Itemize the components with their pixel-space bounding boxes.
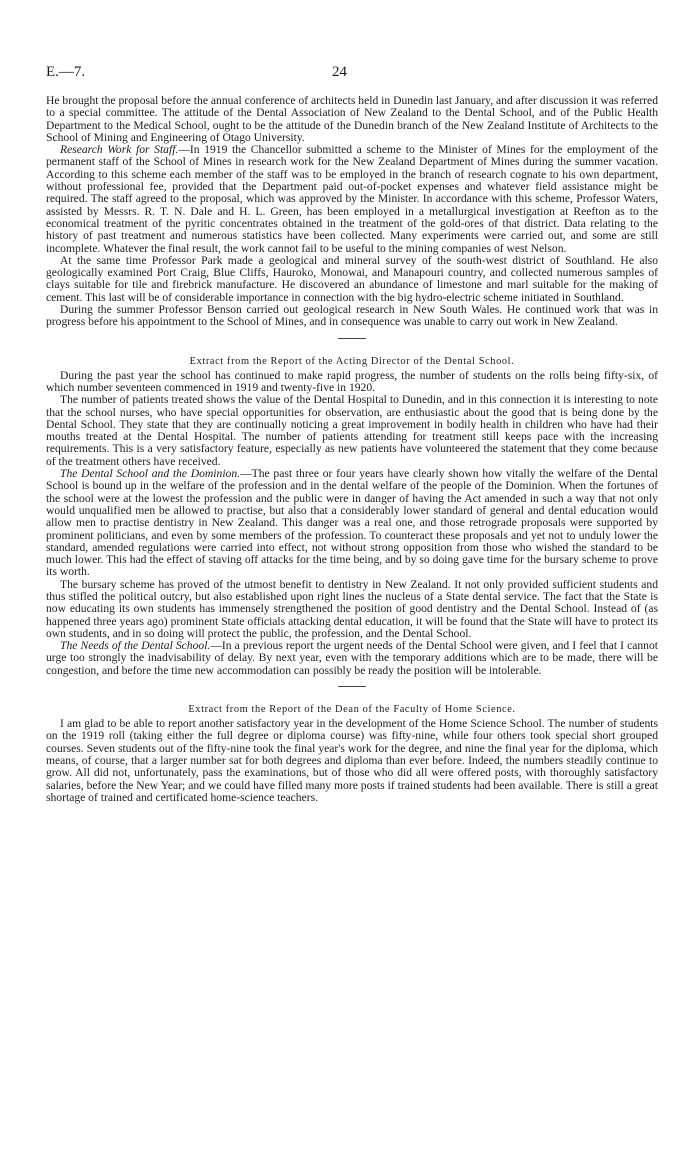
document-reference: E.—7. [46, 64, 86, 80]
paragraph: Research Work for Staff.—In 1919 the Chancellor submitted a scheme to the Minister of Mines for the employment of the permanent staff of the School of Mines in research work for the New Zealand Department of Mines during the summer vacation. According to this scheme each member of the staff was to be employed in the branch of research cognate to his own department, without professional fee, provided that the Department paid out-of-pocket expenses and whatever field assistance might be required. The staff agreed to the proposal, which was approved by the Minister. In accordance with this scheme, Professor Waters, assisted by Messrs. R. T. N. Dale and H. L. Green, has been employed in a metallurgical investigation at Reefton as to the economical treatment of the pyritic concentrates obtained in the treatment of the gold-ores of that district. Data relating to the history of past treatment and numerous statistics have been collected. Many experiments were carried out, and some are still incomplete. Whatever the final result, the work cannot fail to be useful to the mining companies of west Nelson. [46, 143, 659, 255]
section-school-of-mines [46, 95, 658, 329]
paragraph-heading: The Needs of the Dental School. [60, 639, 211, 653]
paragraph: The Dental School and the Dominion.—The past three or four years have clearly shown how vitally the welfare of the Dental School is bound up in the welfare of the profession and in the dental welfare of the people of the Dominion. When the fortunes of the school were at the lowest the profession and the public were in danger of having the Act amended in such a way that not only would unqualified men be allowed to practise, but also that a considerably lower standard of general and dental education would allow men to practise dentistry in New Zealand. This danger was a real one, and those retrograde proposals were supported by prominent politicians, and even by some members of the profession. To counteract these proposals and yet not to unduly lower the standard, amended regulations were carried into effect, not without strong opposition from those who wished the standard to be much lower. This had the effect of staving off attacks for the time being, and by so doing gave time for the bursary scheme to prove its worth. [46, 467, 658, 579]
paragraph: The number of patients treated shows the value of the Dental Hospital to Dunedin, and in this connection it is interesting to note that the school nurses, who have special opportunities for observation, are enthusiastic about the good that is being done by the Dental School. They state that they are continually noticing a great improvement in bodily health in children who have had their mouths treated at the Dental Hospital. The number of patients attending for treatment still keeps pace with the increasing requirements. This is a very satisfactory feature, especially as new patients have volunteered the statement that they come because of the treatment others have received. [46, 393, 658, 468]
paragraph: He brought the proposal before the annual conference of architects held in Dunedin last January, and after discussion it was referred to a special committee. The attitude of the Dental Association of New Zealand to the Dental School, and of the Public Health Department to the Medical School, ought to be the attitude of the Dunedin branch of the New Zealand Institute of Architects to the School of Mining and Engineering of Otago University. [46, 94, 658, 144]
document-body [46, 95, 658, 804]
paragraph-heading: Research Work for Staff. [60, 143, 179, 157]
paragraph: The Needs of the Dental School.—In a previous report the urgent needs of the Dental School were given, and I feel that I cannot urge too strongly the inadvisability of delay. By next year, even with the temporary additions which are to be made, there will be congestion, and before the time new accommodation can possibly be ready the position will be intolerable. [46, 639, 659, 677]
paragraph-heading: The Dental School and the Dominion. [60, 467, 241, 481]
page-number: 24 [332, 64, 347, 80]
section-home-science [46, 704, 658, 804]
paragraph: At the same time Professor Park made a geological and mineral survey of the south-west district of Southland. He also geologically examined Port Craig, Blue Cliffs, Hauroko, Monowai, and Manapouri country, and collected numerous samples of clays suitable for tile and firebrick manufacture. He discovered an abundance of limestone and marl suitable for the making of cement. This last will be of considerable importance in connection with the big hydro-electric scheme initiated in Southland. [46, 253, 658, 304]
paragraph: During the summer Professor Benson carried out geological research in New South Wales. He continued work that was in progress before his appointment to the School of Mines, and in consequence was unable to carry out work in New Zealand. [46, 303, 658, 329]
section-dental-school [46, 356, 658, 677]
paragraph: The bursary scheme has proved of the utmost benefit to dentistry in New Zealand. It not only provided sufficient students and thus stifled the political outcry, but also established upon right lines the nucleus of a State dental service. The fact that the State is now educating its own students has immensely strengthened the position of good dentistry and the Dental School. Instead of (as happened three years ago) prominent State officials attacking dental education, it will be found that the State will have to protect its own students, and in so doing will protect the public, the profession, and the Dental School. [46, 577, 658, 640]
section-title: Extract from the Report of the Dean of the Faculty of Home Science. [188, 704, 516, 716]
section-title: Extract from the Report of the Acting Director of the Dental School. [189, 355, 515, 367]
paragraph: I am glad to be able to report another satisfactory year in the development of the Home Science School. The number of students on the 1919 roll (taking either the full degree or diploma course) was fifty-nine, while four others took special short grouped courses. Seven students out of the fifty-nine took the final year's work for the degree, and nine the final year for the diploma, which means, of course, that a larger number sat for both degrees and diploma than ever before. Indeed, the numbers steadily continue to grow. All did not, unfortunately, pass the examinations, but of those who did all were offered posts, with thoroughly satisfactory salaries, before the New Year; and we could have filled many more posts if trained students had been available. There is still a great shortage of trained and certificated home-science teachers. [46, 717, 658, 804]
page-header [46, 64, 658, 84]
paragraph: During the past year the school has continued to make rapid progress, the number of students on the rolls being fifty-six, of which number seventeen commenced in 1919 and twenty-five in 1920. [46, 368, 658, 394]
